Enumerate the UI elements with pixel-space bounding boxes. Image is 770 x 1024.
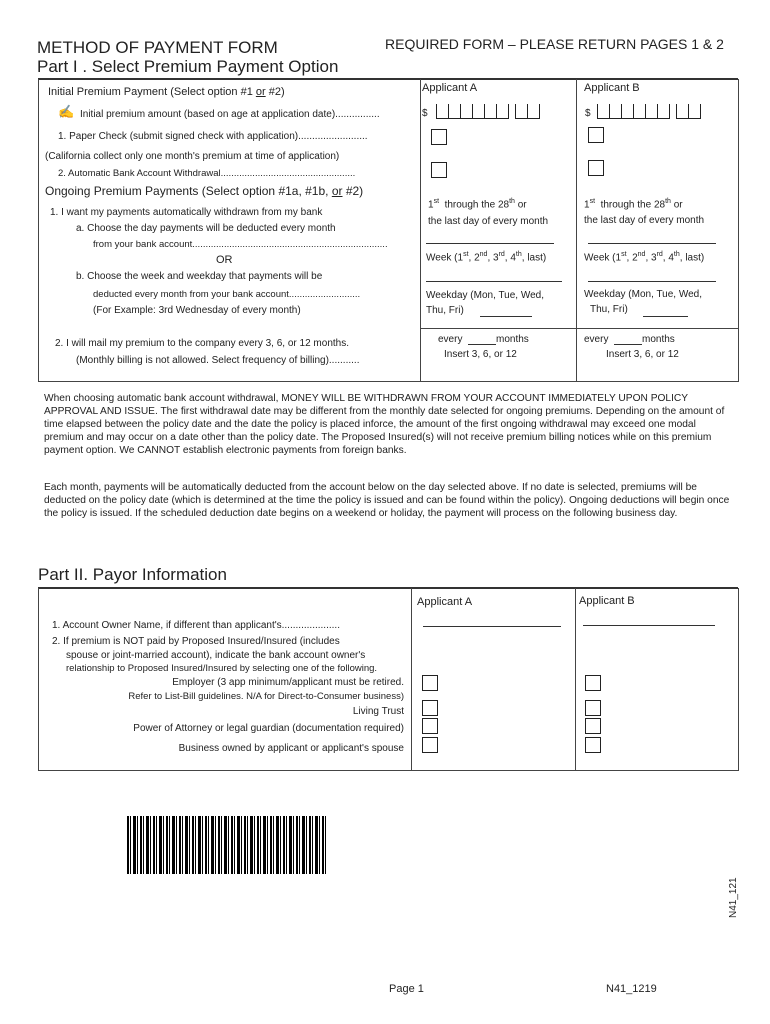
poa-label: Power of Attorney or legal guardian (documentation required) [133, 723, 404, 734]
initial-premium-heading: Initial Premium Payment (Select option #1 or #2) [48, 86, 285, 98]
week-input-b[interactable] [588, 281, 716, 282]
ongoing-heading: Ongoing Premium Payments (Select option #1a, #1b, or #2) [45, 184, 364, 198]
required-note: REQUIRED FORM – PLEASE RETURN PAGES 1 & 2 [385, 36, 724, 52]
amount-field-a[interactable] [436, 104, 540, 119]
poa-checkbox-a[interactable] [422, 718, 438, 734]
account-owner-input-b[interactable] [583, 625, 715, 626]
option2-line1: 2. I will mail my premium to the company every 3, 6, or 12 months. [55, 338, 349, 349]
business-checkbox-a[interactable] [422, 737, 438, 753]
california-note: (California collect only one month's premium at time of application) [45, 151, 340, 162]
option2-line2: (Monthly billing is not allowed. Select frequency of billing)........... [76, 355, 360, 366]
part2-col-divider-b [575, 588, 576, 771]
paper-check-checkbox-a[interactable] [431, 129, 447, 145]
part2-title: Part II. Payor Information [38, 565, 227, 584]
amount-field-b[interactable] [597, 104, 701, 119]
relationship-q-line1: 2. If premium is NOT paid by Proposed Insured/Insured (includes [52, 636, 340, 647]
auto-bank-checkbox-a[interactable] [431, 162, 447, 178]
dollar-sign-a: $ [422, 108, 428, 119]
weekday-b-line1: Weekday (Mon, Tue, Wed, [584, 289, 703, 300]
weekday-input-b[interactable] [643, 316, 688, 317]
months-input-a[interactable] [468, 344, 496, 345]
account-owner-label: 1. Account Owner Name, if different than applicant's..................... [52, 620, 340, 631]
option1b-example: (For Example: 3rd Wednesday of every month) [93, 305, 301, 316]
option1-label: 1. I want my payments automatically withdrawn from my bank [50, 207, 323, 218]
weekday-a-line1: Weekday (Mon, Tue, Wed, [426, 290, 545, 301]
living-trust-checkbox-b[interactable] [585, 700, 601, 716]
weekday-b-line2: Thu, Fri) [590, 304, 628, 315]
part2-col-divider-a [411, 588, 412, 771]
poa-checkbox-b[interactable] [585, 718, 601, 734]
part2-col-header-a: Applicant A [417, 596, 473, 608]
initial-amount-label: Initial premium amount (based on age at application date)................ [80, 109, 380, 120]
months-b-label: months [642, 334, 675, 345]
barcode-image [127, 816, 326, 874]
every-b-label: every [584, 334, 609, 345]
part2-right-border [738, 588, 739, 771]
insert-b-hint: Insert 3, 6, or 12 [606, 349, 679, 360]
insert-a-hint: Insert 3, 6, or 12 [444, 349, 517, 360]
week-a: Week (1st, 2nd, 3rd, 4th, last) [426, 251, 547, 264]
auto-bank-label: 2. Automatic Bank Account Withdrawal................................................... [58, 168, 356, 179]
employer-line2: Refer to List-Bill guidelines. N/A for Direct-to-Consumer business) [128, 691, 404, 702]
employer-checkbox-a[interactable] [422, 675, 438, 691]
employer-line1: Employer (3 app minimum/applicant must be retired. [172, 677, 404, 688]
side-form-code: N41_121 [728, 877, 739, 918]
part1-title: Part I . Select Premium Payment Option [37, 57, 339, 76]
paper-check-label: 1. Paper Check (submit signed check with application)......................... [58, 131, 368, 142]
option1b-line2: deducted every month from your bank account........................... [93, 289, 361, 300]
living-trust-label: Living Trust [352, 706, 404, 717]
col-divider-a [420, 79, 421, 382]
withdrawal-notice: When choosing automatic bank account withdrawal, MONEY WILL BE WITHDRAWN FROM YOUR ACCOUNT IMMEDIATELY UPON POLICY APPROVAL AND ISSUE. The first withdrawal date may be different from the monthly date selected for ongoing premiums. Depending on the amount of time elapsed between the policy date and the date the policy is placed inforce, the amount of the first ongoing withdrawal may exceed one modal premium and may occur on a date other than the policy date. The Proposed Insured(s) will not receive premium billing notices while on this premium payment option. We CANNOT establish electronic payments from foreign banks. [44, 393, 725, 456]
part2-col-header-b: Applicant B [579, 595, 635, 607]
part1-bottom-rule [38, 381, 738, 382]
form-title: METHOD OF PAYMENT FORM [37, 38, 278, 57]
or-label: OR [216, 254, 233, 266]
account-owner-input-a[interactable] [423, 626, 561, 627]
option1a-line2: from your bank account.......................................................................... [93, 239, 388, 250]
relationship-q-line3: relationship to Proposed Insured/Insured by selecting one of the following. [66, 663, 378, 674]
day-range-a-line1: 1st through the 28th or [428, 198, 527, 211]
day-range-a-line2: the last day of every month [428, 216, 549, 227]
pen-icon: ✍ [58, 104, 75, 119]
option1b-line1: b. Choose the week and weekday that payments will be [76, 271, 323, 282]
page-number: Page 1 [389, 983, 424, 995]
business-checkbox-b[interactable] [585, 737, 601, 753]
part2-bottom-rule [38, 770, 738, 771]
weekday-input-a[interactable] [480, 316, 532, 317]
day-input-a[interactable] [426, 243, 554, 244]
relationship-q-line2: spouse or joint-married account), indicate the bank account owner's [66, 650, 366, 661]
col-header-applicant-a: Applicant A [422, 82, 478, 94]
paper-check-checkbox-b[interactable] [588, 127, 604, 143]
day-input-b[interactable] [588, 243, 716, 244]
mail-row-rule [420, 328, 738, 329]
months-a-label: months [496, 334, 529, 345]
months-input-b[interactable] [614, 344, 642, 345]
part1-right-border [738, 79, 739, 382]
dollar-sign-b: $ [585, 108, 591, 119]
part2-top-rule [38, 587, 738, 589]
auto-bank-checkbox-b[interactable] [588, 160, 604, 176]
part1-top-rule [38, 78, 738, 80]
business-label: Business owned by applicant or applicant's spouse [178, 743, 404, 754]
day-range-b-line1: 1st through the 28th or [584, 198, 683, 211]
col-divider-b [576, 79, 577, 382]
form-code: N41_1219 [606, 983, 657, 995]
col-header-applicant-b: Applicant B [584, 82, 640, 94]
employer-checkbox-b[interactable] [585, 675, 601, 691]
part1-left-border [38, 79, 39, 382]
living-trust-checkbox-a[interactable] [422, 700, 438, 716]
day-range-b-line2: the last day of every month [584, 215, 705, 226]
deduction-notice: Each month, payments will be automatically deducted from the account below on the day selected above. If no date is selected, premiums will be deducted on the policy date (which is determined at the time the policy is issued and can be found within the policy). Ongoing deductions will begin once the policy is issued. If the scheduled deduction date begins on a weekend or holiday, the payment will process on the following business day. [44, 482, 730, 519]
option1a-line1: a. Choose the day payments will be deducted every month [76, 223, 336, 234]
week-input-a[interactable] [426, 281, 562, 282]
weekday-a-line2: Thu, Fri) [426, 305, 464, 316]
every-a-label: every [438, 334, 463, 345]
part2-left-border [38, 588, 39, 771]
week-b: Week (1st, 2nd, 3rd, 4th, last) [584, 251, 705, 264]
